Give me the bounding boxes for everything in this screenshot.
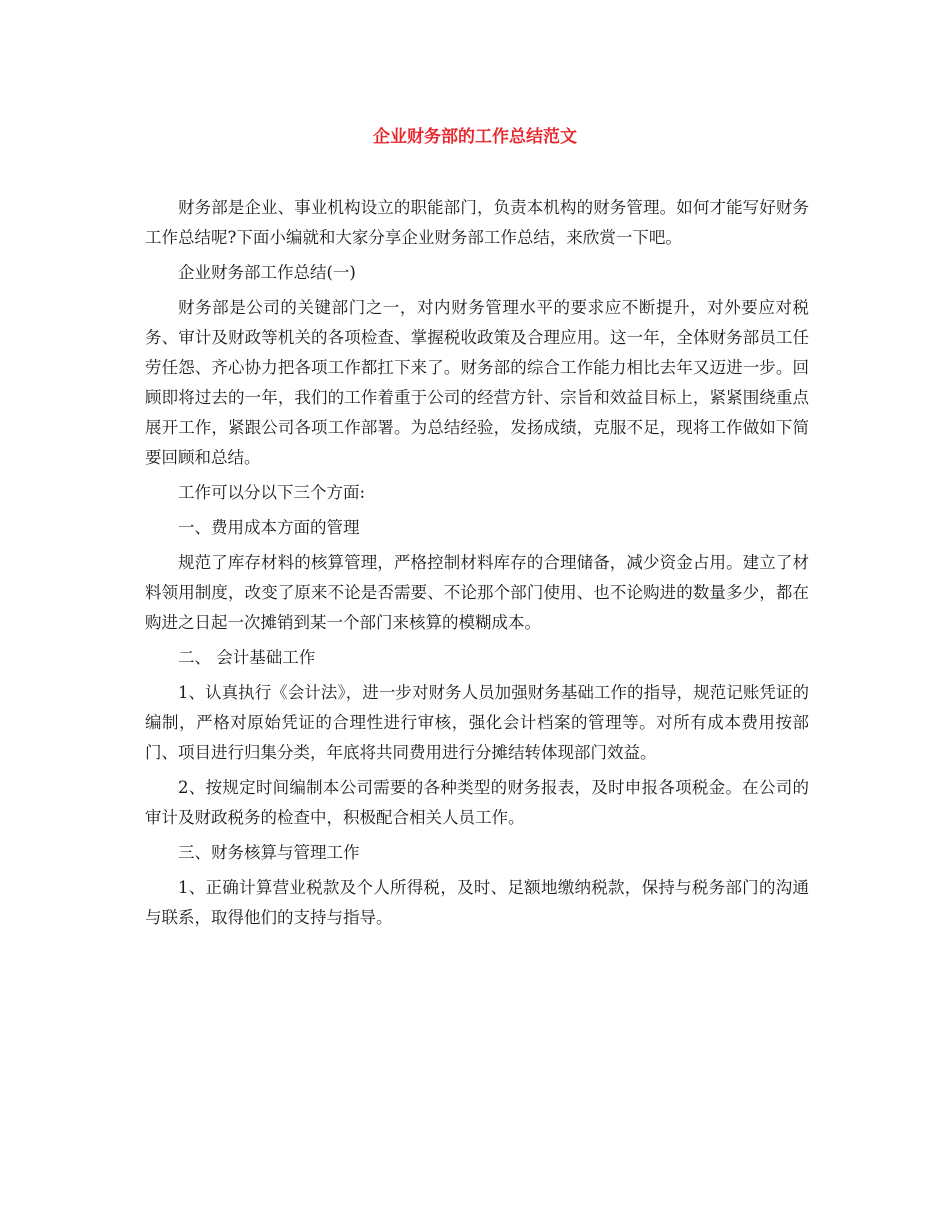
- heading-cost-management: 一、费用成本方面的管理: [178, 518, 360, 537]
- paragraph-accounting-2: 2、按规定时间编制本公司需要的各种类型的财务报表，及时申报各项税金。在公司的审计及财政税务的检查中，积极配合相关人员工作。: [145, 778, 809, 827]
- paragraph-accounting-1: 1、认真执行《会计法》，进一步对财务人员加强财务基础工作的指导，规范记账凭证的编制，严格对原始凭证的合理性进行审核，强化会计档案的管理等。对所有成本费用按部门、项目进行归集分类，年底将共同费用进行分摊结转体现部门效益。: [145, 683, 809, 762]
- paragraph-overview: 财务部是公司的关键部门之一，对内财务管理水平的要求应不断提升，对外要应对税务、审计及财政等机关的各项检查、掌握税收政策及合理应用。这一年，全体财务部员工任劳任怨、齐心协力把各项工作都扛下来了。财务部的综合工作能力相比去年又迈进一步。回顾即将过去的一年，我们的工作着重于公司的经营方针、宗旨和效益目标上，紧紧围绕重点展开工作，紧跟公司各项工作部署。为总结经验，发扬成绩，克服不足，现将工作做如下简要回顾和总结。: [145, 298, 809, 467]
- paragraph-cost-management: 规范了库存材料的核算管理，严格控制材料库存的合理储备，减少资金占用。建立了材料领用制度，改变了原来不论是否需要、不论那个部门使用、也不论购进的数量多少，都在购进之日起一次摊销到某一个部门来核算的模糊成本。: [145, 553, 809, 632]
- document-title: 企业财务部的工作总结范文: [373, 127, 577, 147]
- paragraph-subtitle: 企业财务部工作总结(一): [178, 263, 356, 282]
- heading-accounting-basics: 二、 会计基础工作: [178, 648, 316, 667]
- document-body: [145, 193, 809, 933]
- paragraph-three-aspects: 工作可以分以下三个方面:: [178, 483, 366, 502]
- paragraph-financial-accounting-1: 1、正确计算营业税款及个人所得税，及时、足额地缴纳税款，保持与税务部门的沟通与联系，取得他们的支持与指导。: [145, 878, 809, 927]
- heading-financial-accounting: 三、财务核算与管理工作: [178, 843, 360, 862]
- paragraph-intro: 财务部是企业、事业机构设立的职能部门，负责本机构的财务管理。如何才能写好财务工作总结呢?下面小编就和大家分享企业财务部工作总结，来欣赏一下吧。: [145, 198, 809, 247]
